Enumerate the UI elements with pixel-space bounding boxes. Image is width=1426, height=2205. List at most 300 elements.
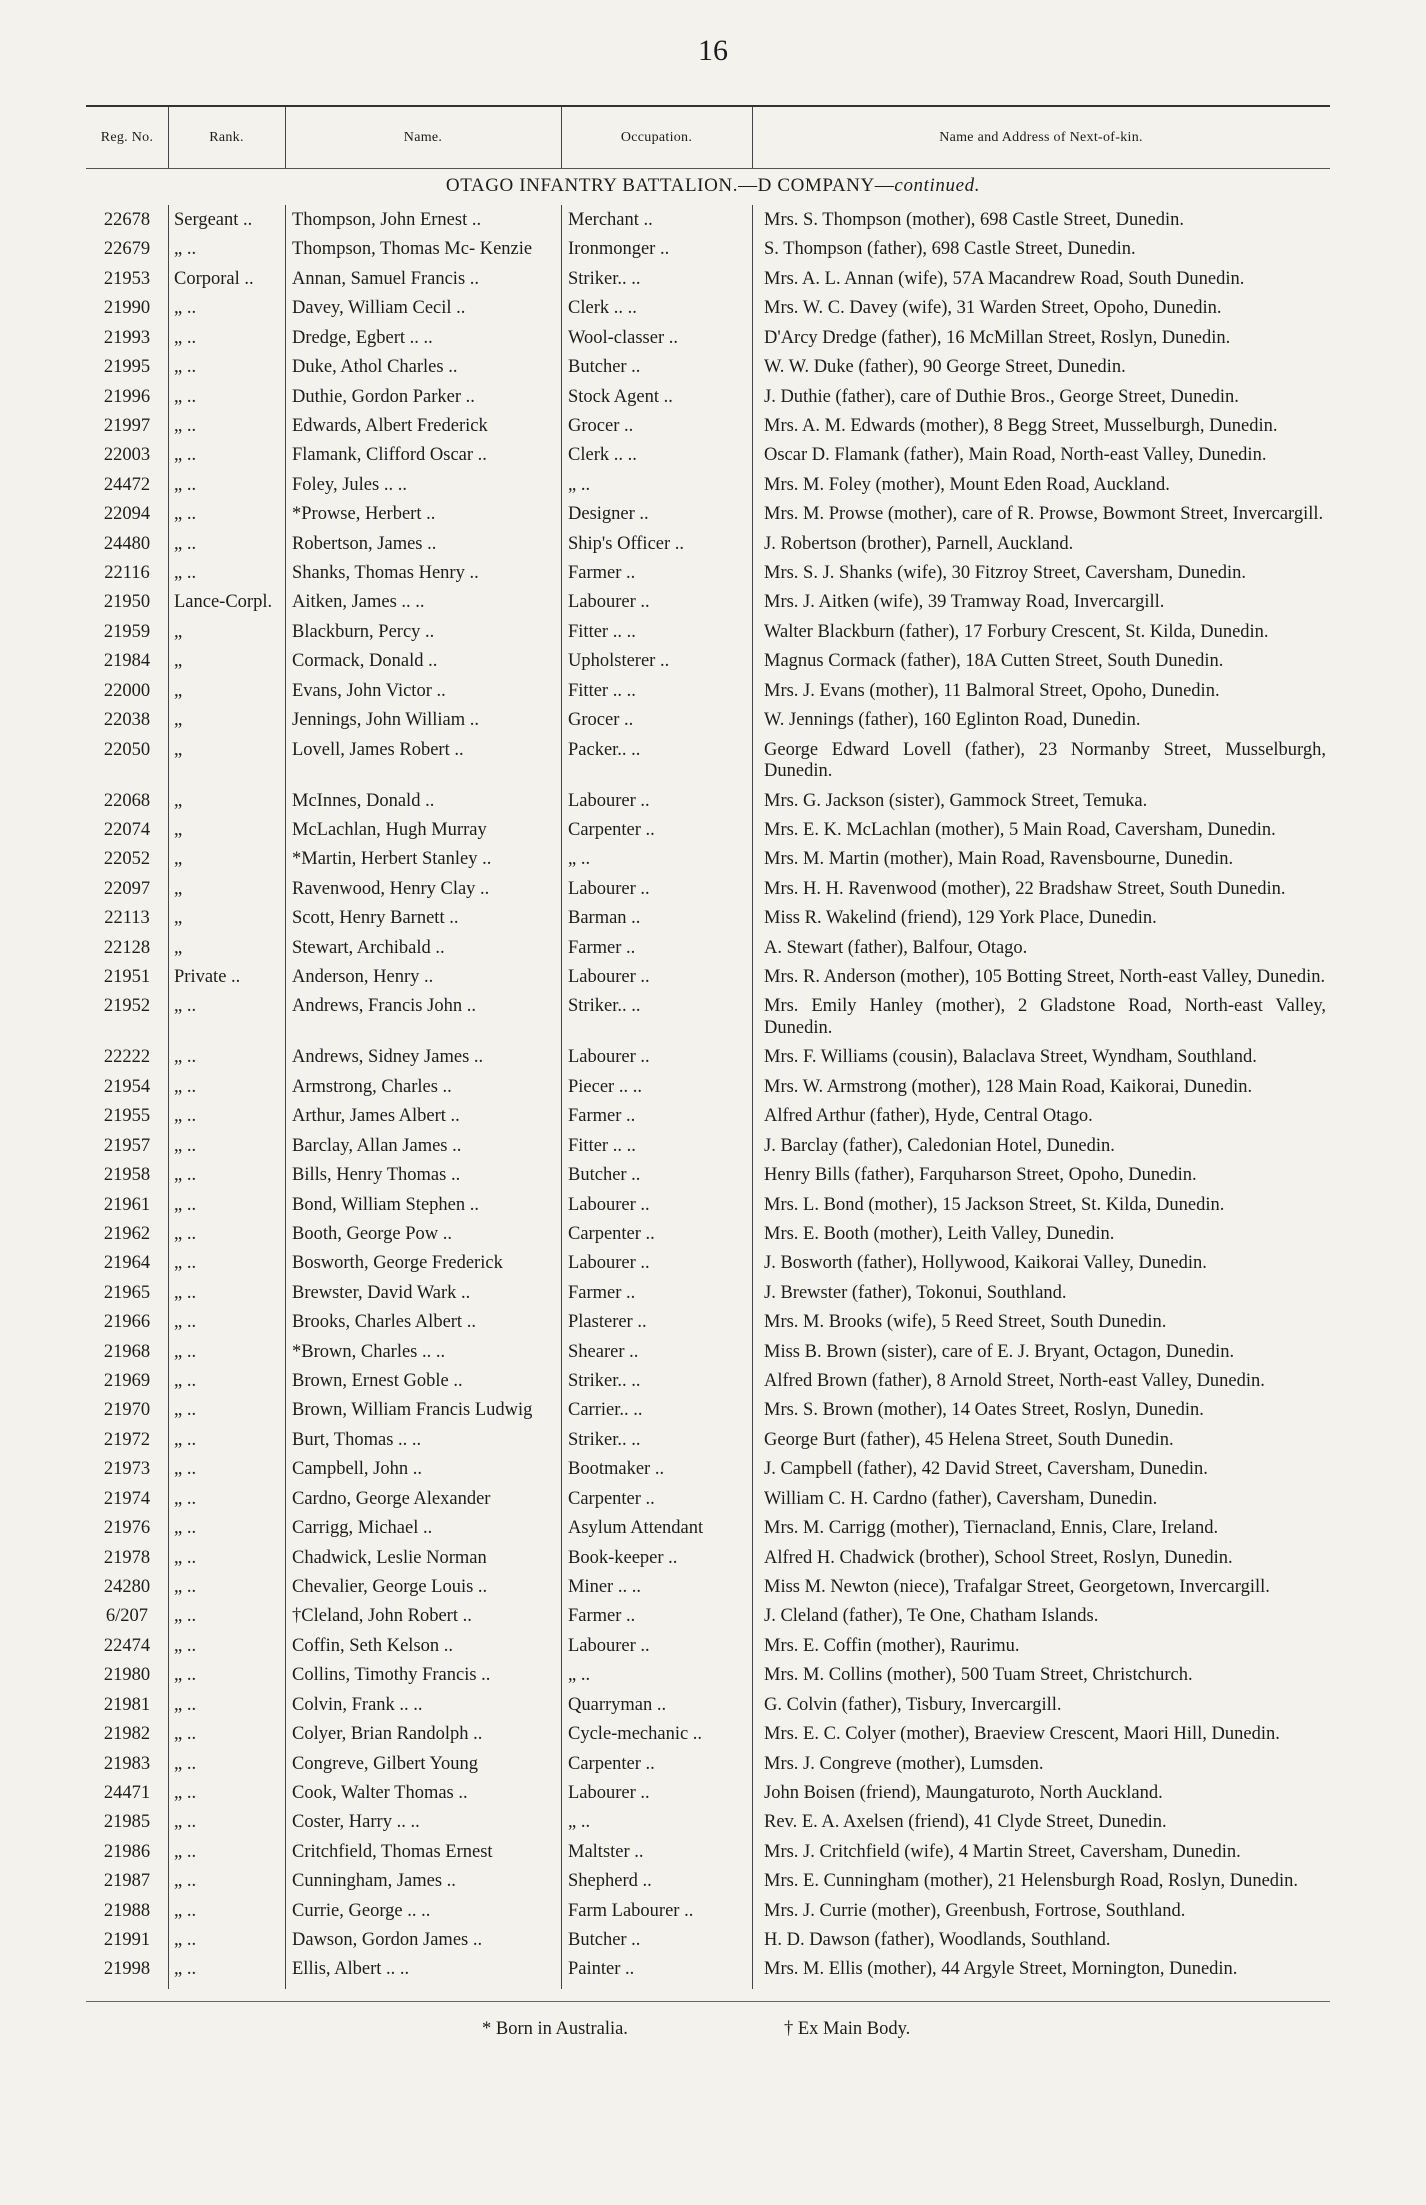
cell-name: Jennings, John William .. — [292, 710, 479, 731]
col-head-occupation: Occupation. — [620, 129, 693, 145]
table-row — [86, 1047, 1330, 1076]
cell-occupation: Farmer .. — [568, 1106, 636, 1127]
cell-next-of-kin: Miss R. Wakelind (friend), 129 York Place, Dunedin. — [764, 908, 1157, 929]
cell-rank: „ .. — [174, 239, 197, 260]
cell-reg-no: 21953 — [103, 268, 151, 289]
cell-occupation: Bootmaker .. — [568, 1459, 665, 1480]
cell-occupation: Maltster .. — [568, 1841, 644, 1862]
table-row — [86, 387, 1330, 416]
table-row — [86, 1253, 1330, 1282]
table-row — [86, 1224, 1330, 1253]
cell-name: Evans, John Victor .. — [292, 680, 446, 701]
cell-occupation: Farmer .. — [568, 1606, 636, 1627]
column-headers — [86, 107, 1330, 168]
table-row — [86, 1077, 1330, 1106]
cell-name: Davey, William Cecil .. — [292, 298, 466, 319]
cell-name: Cook, Walter Thomas .. — [292, 1782, 468, 1803]
cell-reg-no: 21996 — [103, 386, 151, 407]
cell-next-of-kin: Mrs. M. Collins (mother), 500 Tuam Street, Christchurch. — [764, 1665, 1193, 1686]
table-row — [86, 1430, 1330, 1459]
cell-occupation: Upholsterer .. — [568, 651, 670, 672]
cell-reg-no: 24472 — [103, 474, 151, 495]
cell-name: Cormack, Donald .. — [292, 651, 438, 672]
table-row — [86, 357, 1330, 386]
cell-reg-no: 21997 — [103, 415, 151, 436]
cell-next-of-kin: S. Thompson (father), 698 Castle Street, Dunedin. — [764, 239, 1136, 260]
cell-reg-no: 22038 — [103, 710, 151, 731]
cell-rank: „ .. — [174, 1282, 197, 1303]
cell-occupation: Carpenter .. — [568, 1488, 655, 1509]
cell-rank: „ .. — [174, 1400, 197, 1421]
cell-rank: „ .. — [174, 1665, 197, 1686]
cell-rank: Corporal .. — [174, 268, 254, 289]
cell-reg-no: 21983 — [103, 1753, 151, 1774]
cell-next-of-kin: Magnus Cormack (father), 18A Cutten Street, South Dunedin. — [764, 651, 1224, 672]
table-row — [86, 1724, 1330, 1753]
cell-rank: „ .. — [174, 1576, 197, 1597]
cell-occupation: Barman .. — [568, 908, 641, 929]
cell-reg-no: 22068 — [103, 790, 151, 811]
table-row — [86, 1136, 1330, 1165]
section-title — [0, 175, 1426, 197]
cell-rank: „ .. — [174, 1047, 197, 1068]
table-row — [86, 210, 1330, 239]
cell-name: Critchfield, Thomas Ernest — [292, 1841, 493, 1862]
cell-occupation: Asylum Attendant — [568, 1518, 704, 1539]
cell-rank: „ .. — [174, 563, 197, 584]
cell-reg-no: 21985 — [103, 1812, 151, 1833]
cell-rank: „ .. — [174, 1312, 197, 1333]
cell-reg-no: 21966 — [103, 1312, 151, 1333]
cell-occupation: Carrier.. .. — [568, 1400, 643, 1421]
cell-occupation: Grocer .. — [568, 415, 634, 436]
table-row — [86, 1459, 1330, 1488]
cell-next-of-kin: J. Duthie (father), care of Duthie Bros., George Street, Dunedin. — [764, 386, 1239, 407]
cell-rank: „ — [174, 878, 183, 899]
cell-reg-no: 21959 — [103, 621, 151, 642]
cell-rank: „ .. — [174, 1547, 197, 1568]
cell-name: *Brown, Charles .. .. — [292, 1341, 446, 1362]
cell-next-of-kin: Mrs. M. Ellis (mother), 44 Argyle Street, Mornington, Dunedin. — [764, 1959, 1238, 1980]
cell-next-of-kin: Mrs. M. Martin (mother), Main Road, Ravensbourne, Dunedin. — [764, 849, 1234, 870]
cell-occupation: Labourer .. — [568, 592, 650, 613]
cell-name: Edwards, Albert Frederick — [292, 415, 488, 436]
cell-rank: „ .. — [174, 1959, 197, 1980]
cell-reg-no: 24471 — [103, 1782, 151, 1803]
cell-occupation: Fitter .. .. — [568, 680, 636, 701]
cell-rank: „ — [174, 819, 183, 840]
cell-reg-no: 21978 — [103, 1547, 151, 1568]
table-row — [86, 298, 1330, 327]
cell-next-of-kin: Mrs. F. Williams (cousin), Balaclava Street, Wyndham, Southland. — [764, 1047, 1257, 1068]
cell-reg-no: 21995 — [103, 357, 151, 378]
cell-name: Bosworth, George Frederick — [292, 1253, 503, 1274]
cell-reg-no: 6/207 — [105, 1606, 149, 1627]
cell-rank: „ .. — [174, 533, 197, 554]
cell-occupation: Farm Labourer .. — [568, 1900, 694, 1921]
table-row — [86, 1930, 1330, 1959]
cell-next-of-kin: Mrs. L. Bond (mother), 15 Jackson Street, St. Kilda, Dunedin. — [764, 1194, 1225, 1215]
table-row — [86, 1959, 1330, 1988]
table-row — [86, 908, 1330, 937]
cell-name: Andrews, Francis John .. — [292, 996, 476, 1017]
table-row — [86, 445, 1330, 474]
table-row — [86, 1783, 1330, 1812]
cell-occupation: Butcher .. — [568, 1930, 641, 1951]
cell-rank: „ .. — [174, 1341, 197, 1362]
cell-occupation: Carpenter .. — [568, 819, 655, 840]
cell-rank: „ .. — [174, 1429, 197, 1450]
cell-next-of-kin: Rev. E. A. Axelsen (friend), 41 Clyde Street, Dunedin. — [764, 1812, 1167, 1833]
cell-next-of-kin: Mrs. E. K. McLachlan (mother), 5 Main Road, Caversham, Dunedin. — [764, 819, 1276, 840]
cell-rank: „ .. — [174, 327, 197, 348]
cell-next-of-kin: Mrs. E. Cunningham (mother), 21 Helensburgh Road, Roslyn, Dunedin. — [764, 1871, 1299, 1892]
cell-next-of-kin: Mrs. R. Anderson (mother), 105 Botting Street, North-east Valley, Dunedin. — [764, 967, 1326, 988]
cell-rank: „ .. — [174, 1782, 197, 1803]
cell-occupation: Shepherd .. — [568, 1871, 652, 1892]
cell-rank: „ .. — [174, 1165, 197, 1186]
header-rule-bottom — [86, 168, 1330, 169]
cell-rank: „ .. — [174, 298, 197, 319]
cell-name: Anderson, Henry .. — [292, 967, 434, 988]
cell-next-of-kin: George Edward Lovell (father), 23 Normanby Street, Musselburgh, Dunedin. — [764, 739, 1326, 782]
cell-name: McInnes, Donald .. — [292, 790, 435, 811]
cell-next-of-kin: J. Bosworth (father), Hollywood, Kaikorai Valley, Dunedin. — [764, 1253, 1207, 1274]
cell-occupation: Striker.. .. — [568, 1429, 641, 1450]
cell-next-of-kin: J. Robertson (brother), Parnell, Auckland. — [764, 533, 1074, 554]
cell-occupation: Striker.. .. — [568, 268, 641, 289]
table-row — [86, 1636, 1330, 1665]
cell-rank: „ — [174, 680, 183, 701]
table-row — [86, 740, 1330, 791]
cell-rank: „ .. — [174, 1518, 197, 1539]
cell-rank: „ .. — [174, 1900, 197, 1921]
table-row — [86, 1695, 1330, 1724]
cell-reg-no: 21964 — [103, 1253, 151, 1274]
table-row — [86, 239, 1330, 268]
cell-occupation: Butcher .. — [568, 1165, 641, 1186]
cell-reg-no: 21972 — [103, 1429, 151, 1450]
cell-name: Cunningham, James .. — [292, 1871, 456, 1892]
cell-rank: Private .. — [174, 967, 241, 988]
cell-name: Coster, Harry .. .. — [292, 1812, 420, 1833]
table-row — [86, 1754, 1330, 1783]
cell-reg-no: 22679 — [103, 239, 151, 260]
cell-next-of-kin: Mrs. W. Armstrong (mother), 128 Main Road, Kaikorai, Dunedin. — [764, 1076, 1253, 1097]
table-row — [86, 1665, 1330, 1694]
cell-occupation: Carpenter .. — [568, 1753, 655, 1774]
cell-occupation: Farmer .. — [568, 937, 636, 958]
table-row — [86, 1518, 1330, 1547]
cell-occupation: Shearer .. — [568, 1341, 639, 1362]
cell-occupation: Farmer .. — [568, 563, 636, 584]
cell-occupation: Labourer .. — [568, 1253, 650, 1274]
cell-name: Annan, Samuel Francis .. — [292, 268, 480, 289]
cell-rank: „ .. — [174, 996, 197, 1017]
cell-name: Flamank, Clifford Oscar .. — [292, 445, 487, 466]
cell-next-of-kin: Mrs. J. Congreve (mother), Lumsden. — [764, 1753, 1044, 1774]
cell-next-of-kin: J. Campbell (father), 42 David Street, Caversham, Dunedin. — [764, 1459, 1208, 1480]
table-row — [86, 416, 1330, 445]
cell-next-of-kin: Mrs. E. C. Colyer (mother), Braeview Crescent, Maori Hill, Dunedin. — [764, 1724, 1280, 1745]
cell-occupation: Labourer .. — [568, 1194, 650, 1215]
table-row — [86, 996, 1330, 1047]
cell-name: Thompson, Thomas Mc- Kenzie — [292, 239, 533, 260]
cell-occupation: Striker.. .. — [568, 996, 641, 1017]
cell-name: Currie, George .. .. — [292, 1900, 431, 1921]
cell-name: Campbell, John .. — [292, 1459, 423, 1480]
cell-rank: „ .. — [174, 1194, 197, 1215]
cell-reg-no: 21952 — [103, 996, 151, 1017]
col-head-rank: Rank. — [209, 129, 244, 145]
cell-next-of-kin: Miss M. Newton (niece), Trafalgar Street, Georgetown, Invercargill. — [764, 1576, 1270, 1597]
cell-reg-no: 21987 — [103, 1871, 151, 1892]
table-row — [86, 651, 1330, 680]
table-row — [86, 1812, 1330, 1841]
cell-rank: „ .. — [174, 357, 197, 378]
cell-rank: „ .. — [174, 1459, 197, 1480]
cell-next-of-kin: Mrs. E. Booth (mother), Leith Valley, Dunedin. — [764, 1223, 1115, 1244]
cell-occupation: Clerk .. .. — [568, 445, 637, 466]
cell-occupation: Piecer .. .. — [568, 1076, 642, 1097]
cell-next-of-kin: Oscar D. Flamank (father), Main Road, North-east Valley, Dunedin. — [764, 445, 1267, 466]
cell-reg-no: 22678 — [103, 210, 151, 230]
cell-occupation: „ .. — [568, 849, 591, 870]
cell-reg-no: 21954 — [103, 1076, 151, 1097]
cell-occupation: „ .. — [568, 474, 591, 495]
cell-reg-no: 21950 — [103, 592, 151, 613]
cell-occupation: Packer.. .. — [568, 739, 641, 760]
cell-next-of-kin: Mrs. J. Currie (mother), Greenbush, Fortrose, Southland. — [764, 1900, 1186, 1921]
cell-name: Brewster, David Wark .. — [292, 1282, 471, 1303]
cell-rank: „ .. — [174, 1753, 197, 1774]
table-row — [86, 1606, 1330, 1635]
cell-next-of-kin: Miss B. Brown (sister), care of E. J. Bryant, Octagon, Dunedin. — [764, 1341, 1235, 1362]
table-row — [86, 1195, 1330, 1224]
cell-occupation: Stock Agent .. — [568, 386, 673, 407]
table-row — [86, 938, 1330, 967]
cell-rank: „ — [174, 739, 183, 760]
cell-rank: „ .. — [174, 1488, 197, 1509]
cell-name: Brown, Ernest Goble .. — [292, 1371, 463, 1392]
cell-name: Carrigg, Michael .. — [292, 1518, 433, 1539]
cell-next-of-kin: Mrs. A. M. Edwards (mother), 8 Begg Street, Musselburgh, Dunedin. — [764, 415, 1278, 436]
cell-reg-no: 21982 — [103, 1724, 151, 1745]
cell-next-of-kin: Mrs. M. Carrigg (mother), Tiernacland, Ennis, Clare, Ireland. — [764, 1518, 1219, 1539]
cell-name: Shanks, Thomas Henry .. — [292, 563, 479, 584]
cell-next-of-kin: Mrs. G. Jackson (sister), Gammock Street, Temuka. — [764, 790, 1148, 811]
cell-name: McLachlan, Hugh Murray — [292, 819, 487, 840]
cell-next-of-kin: George Burt (father), 45 Helena Street, South Dunedin. — [764, 1429, 1174, 1450]
cell-name: *Martin, Herbert Stanley .. — [292, 849, 492, 870]
cell-next-of-kin: W. Jennings (father), 160 Eglinton Road, Dunedin. — [764, 710, 1141, 731]
cell-next-of-kin: Mrs. W. C. Davey (wife), 31 Warden Street, Opoho, Dunedin. — [764, 298, 1222, 319]
cell-next-of-kin: Mrs. S. Thompson (mother), 698 Castle Street, Dunedin. — [764, 210, 1184, 230]
cell-reg-no: 22003 — [103, 445, 151, 466]
cell-rank: Sergeant .. — [174, 210, 253, 230]
cell-rank: „ .. — [174, 1371, 197, 1392]
table-row — [86, 1312, 1330, 1341]
cell-name: Duke, Athol Charles .. — [292, 357, 458, 378]
cell-name: Robertson, James .. — [292, 533, 437, 554]
cell-rank: „ — [174, 651, 183, 672]
cell-next-of-kin: W. W. Duke (father), 90 George Street, Dunedin. — [764, 357, 1126, 378]
cell-next-of-kin: H. D. Dawson (father), Woodlands, Southland. — [764, 1930, 1111, 1951]
cell-name: Ravenwood, Henry Clay .. — [292, 878, 490, 899]
cell-reg-no: 21957 — [103, 1135, 151, 1156]
cell-rank: „ — [174, 790, 183, 811]
cell-occupation: Labourer .. — [568, 1782, 650, 1803]
cell-next-of-kin: Mrs. J. Aitken (wife), 39 Tramway Road, Invercargill. — [764, 592, 1165, 613]
section-title-text: OTAGO INFANTRY BATTALION.—D COMPANY— — [445, 175, 895, 196]
cell-rank: „ .. — [174, 1871, 197, 1892]
cell-name: †Cleland, John Robert .. — [292, 1606, 472, 1627]
cell-occupation: Cycle-mechanic .. — [568, 1724, 703, 1745]
footnote-born-in-australia: * Born in Australia. — [482, 2019, 628, 2039]
cell-reg-no: 22094 — [103, 504, 151, 525]
cell-name: Dawson, Gordon James .. — [292, 1930, 483, 1951]
cell-name: Scott, Henry Barnett .. — [292, 908, 459, 929]
cell-reg-no: 24480 — [103, 533, 151, 554]
cell-reg-no: 21961 — [103, 1194, 151, 1215]
cell-name: Dredge, Egbert .. .. — [292, 327, 433, 348]
cell-reg-no: 21958 — [103, 1165, 151, 1186]
footnote-ex-main-body: † Ex Main Body. — [784, 2019, 911, 2039]
cell-rank: „ .. — [174, 1106, 197, 1127]
cell-occupation: Merchant .. — [568, 210, 653, 230]
cell-next-of-kin: Mrs. A. L. Annan (wife), 57A Macandrew Road, South Dunedin. — [764, 268, 1245, 289]
cell-reg-no: 21976 — [103, 1518, 151, 1539]
cell-reg-no: 22052 — [103, 849, 151, 870]
cell-rank: „ .. — [174, 1841, 197, 1862]
table-row — [86, 1400, 1330, 1429]
cell-rank: „ .. — [174, 1694, 197, 1715]
cell-name: Collins, Timothy Francis .. — [292, 1665, 491, 1686]
cell-next-of-kin: Mrs. M. Prowse (mother), care of R. Prowse, Bowmont Street, Invercargill. — [764, 504, 1324, 525]
cell-rank: „ .. — [174, 1135, 197, 1156]
cell-rank: „ .. — [174, 1606, 197, 1627]
cell-reg-no: 21984 — [103, 651, 151, 672]
table-row — [86, 1342, 1330, 1371]
cell-occupation: Clerk .. .. — [568, 298, 637, 319]
cell-next-of-kin: A. Stewart (father), Balfour, Otago. — [764, 937, 1028, 958]
table-row — [86, 879, 1330, 908]
cell-occupation: Striker.. .. — [568, 1371, 641, 1392]
cell-next-of-kin: Mrs. M. Brooks (wife), 5 Reed Street, South Dunedin. — [764, 1312, 1167, 1333]
table-row — [86, 534, 1330, 563]
cell-name: Colvin, Frank .. .. — [292, 1694, 423, 1715]
cell-occupation: Fitter .. .. — [568, 1135, 636, 1156]
cell-occupation: „ .. — [568, 1812, 591, 1833]
cell-reg-no: 22050 — [103, 739, 151, 760]
cell-rank: „ .. — [174, 1635, 197, 1656]
cell-name: Ellis, Albert .. .. — [292, 1959, 410, 1980]
cell-next-of-kin: Alfred Arthur (father), Hyde, Central Otago. — [764, 1106, 1093, 1127]
cell-occupation: „ .. — [568, 1665, 591, 1686]
cell-occupation: Butcher .. — [568, 357, 641, 378]
cell-name: Andrews, Sidney James .. — [292, 1047, 484, 1068]
cell-name: Bills, Henry Thomas .. — [292, 1165, 461, 1186]
bottom-rule — [86, 2001, 1330, 2002]
cell-name: Cardno, George Alexander — [292, 1488, 491, 1509]
cell-rank: „ .. — [174, 1076, 197, 1097]
table-row — [86, 849, 1330, 878]
cell-reg-no: 21986 — [103, 1841, 151, 1862]
cell-next-of-kin: Alfred Brown (father), 8 Arnold Street, North-east Valley, Dunedin. — [764, 1371, 1265, 1392]
cell-occupation: Labourer .. — [568, 1635, 650, 1656]
table-row — [86, 681, 1330, 710]
cell-occupation: Labourer .. — [568, 790, 650, 811]
cell-reg-no: 21981 — [103, 1694, 151, 1715]
table-row — [86, 1489, 1330, 1518]
cell-next-of-kin: J. Barclay (father), Caledonian Hotel, Dunedin. — [764, 1135, 1115, 1156]
table-row — [86, 475, 1330, 504]
cell-reg-no: 21969 — [103, 1371, 151, 1392]
cell-rank: „ .. — [174, 415, 197, 436]
cell-reg-no: 22000 — [103, 680, 151, 701]
cell-name: Armstrong, Charles .. — [292, 1076, 452, 1097]
cell-next-of-kin: Henry Bills (father), Farquharson Street, Opoho, Dunedin. — [764, 1165, 1197, 1186]
cell-name: Duthie, Gordon Parker .. — [292, 386, 475, 407]
table-row — [86, 563, 1330, 592]
cell-name: Congreve, Gilbert Young — [292, 1753, 479, 1774]
cell-next-of-kin: Mrs. S. Brown (mother), 14 Oates Street, Roslyn, Dunedin. — [764, 1400, 1204, 1421]
table-row — [86, 967, 1330, 996]
cell-rank: „ — [174, 908, 183, 929]
cell-occupation: Plasterer .. — [568, 1312, 647, 1333]
cell-rank: „ .. — [174, 386, 197, 407]
cell-occupation: Book-keeper .. — [568, 1547, 678, 1568]
cell-name: *Prowse, Herbert .. — [292, 504, 436, 525]
cell-rank: „ .. — [174, 504, 197, 525]
cell-reg-no: 21988 — [103, 1900, 151, 1921]
cell-occupation: Miner .. .. — [568, 1576, 641, 1597]
nominal-roll-table — [86, 210, 1330, 1989]
cell-rank: Lance-Corpl. — [174, 592, 273, 613]
cell-next-of-kin: Mrs. J. Critchfield (wife), 4 Martin Street, Caversham, Dunedin. — [764, 1841, 1241, 1862]
table-row — [86, 1842, 1330, 1871]
cell-reg-no: 22222 — [103, 1047, 151, 1068]
cell-name: Brown, William Francis Ludwig — [292, 1400, 533, 1421]
cell-reg-no: 22474 — [103, 1635, 151, 1656]
cell-rank: „ — [174, 710, 183, 731]
cell-rank: „ .. — [174, 1253, 197, 1274]
cell-name: Barclay, Allan James .. — [292, 1135, 462, 1156]
table-row — [86, 622, 1330, 651]
table-row — [86, 1871, 1330, 1900]
cell-name: Stewart, Archibald .. — [292, 937, 445, 958]
cell-name: Brooks, Charles Albert .. — [292, 1312, 476, 1333]
cell-next-of-kin: J. Cleland (father), Te One, Chatham Islands. — [764, 1606, 1099, 1627]
table-row — [86, 328, 1330, 357]
cell-name: Aitken, James .. .. — [292, 592, 425, 613]
cell-reg-no: 21991 — [103, 1930, 151, 1951]
cell-name: Lovell, James Robert .. — [292, 739, 464, 760]
table-row — [86, 1901, 1330, 1930]
cell-reg-no: 21962 — [103, 1223, 151, 1244]
cell-next-of-kin: Alfred H. Chadwick (brother), School Street, Roslyn, Dunedin. — [764, 1547, 1233, 1568]
table-row — [86, 504, 1330, 533]
cell-rank: „ — [174, 849, 183, 870]
cell-name: Burt, Thomas .. .. — [292, 1429, 422, 1450]
cell-next-of-kin: John Boisen (friend), Maungaturoto, North Auckland. — [764, 1782, 1163, 1803]
cell-reg-no: 21974 — [103, 1488, 151, 1509]
cell-occupation: Labourer .. — [568, 967, 650, 988]
cell-occupation: Painter .. — [568, 1959, 635, 1980]
cell-name: Chevalier, George Louis .. — [292, 1576, 488, 1597]
table-row — [86, 592, 1330, 621]
cell-next-of-kin: Mrs. E. Coffin (mother), Raurimu. — [764, 1635, 1020, 1656]
